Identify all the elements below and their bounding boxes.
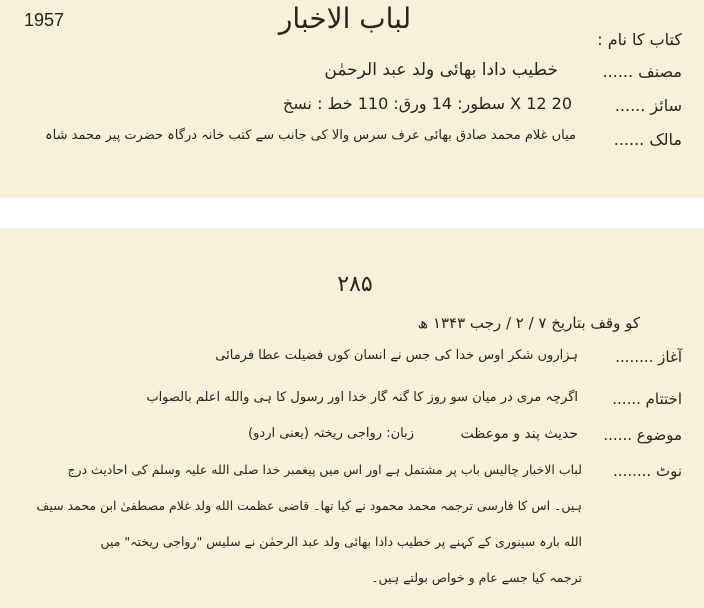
size-value: 20 X 12 سطور: 14 ورق: 110 خط : نسخ (282, 94, 572, 113)
mauzu-text: حدیث پند و موعظت (460, 426, 578, 442)
author-value: خطیب دادا بھائی ولد عبد الرحمٰن (324, 60, 558, 80)
label-author: مصنف ...... (602, 62, 682, 81)
note-line-4: ترجمہ کیا جسے عام و خواص بولتے ہیں۔ (371, 570, 582, 585)
label-ikhtitam: اختتام ...... (612, 390, 682, 408)
owner-value: میاں غلام محمد صادق بھائی عرف سرس والا کی جانب سے کتب خانہ درگاہ حضرت پیر محمد شاہ (45, 128, 576, 143)
label-mauzu: موضوع ...... (603, 426, 682, 444)
aghaz-text: ہزاروں شکر اوس خدا کی جس نے انسان کوں فضیلت عطا فرمائی (215, 348, 578, 363)
label-size: سائز ...... (614, 96, 682, 115)
year: 1957 (24, 10, 65, 30)
catalog-card-top (0, 0, 704, 198)
label-owner: مالک ...... (613, 130, 682, 149)
waqf-line: کو وقف بتاریخ ۷ / ۲ / رجب ۱۳۴۳ ھ (417, 314, 640, 332)
note-line-1: لباب الاخبار چالیس باب پر مشتمل ہے اور اس میں پیغمبر خدا صلی الله علیہ وسلم کی احادیث درج (67, 462, 582, 477)
book-title: لباب الاخبار (278, 2, 412, 35)
label-note: نوٹ ........ (613, 462, 682, 480)
note-line-3: الله بارہ سینوری کے کہنے پر خطیب دادا بھائی ولد عبد الرحمٰن نے سلیس "رواجی ریختہ" میں (100, 534, 582, 549)
zaban-text: زبان: رواجی ریختہ (یعنی اردو) (248, 426, 414, 441)
ikhtitam-text: اگرچہ مری در میان سو روز کا گنہ گار خدا اور رسول کا ہی والله اعلم بالصواب (146, 390, 578, 405)
page-number: ۲۸۵ (337, 272, 373, 297)
note-line-2: ہیں۔ اس کا فارسی ترجمہ محمد محمود نے کیا تھا۔ قاضی عظمت الله ولد غلام مصطفیٰ ابن محمد سیف (36, 498, 582, 513)
catalog-card-bottom (0, 228, 704, 608)
label-aghaz: آغاز ........ (615, 348, 682, 366)
label-book-name: کتاب کا نام : (597, 30, 682, 49)
